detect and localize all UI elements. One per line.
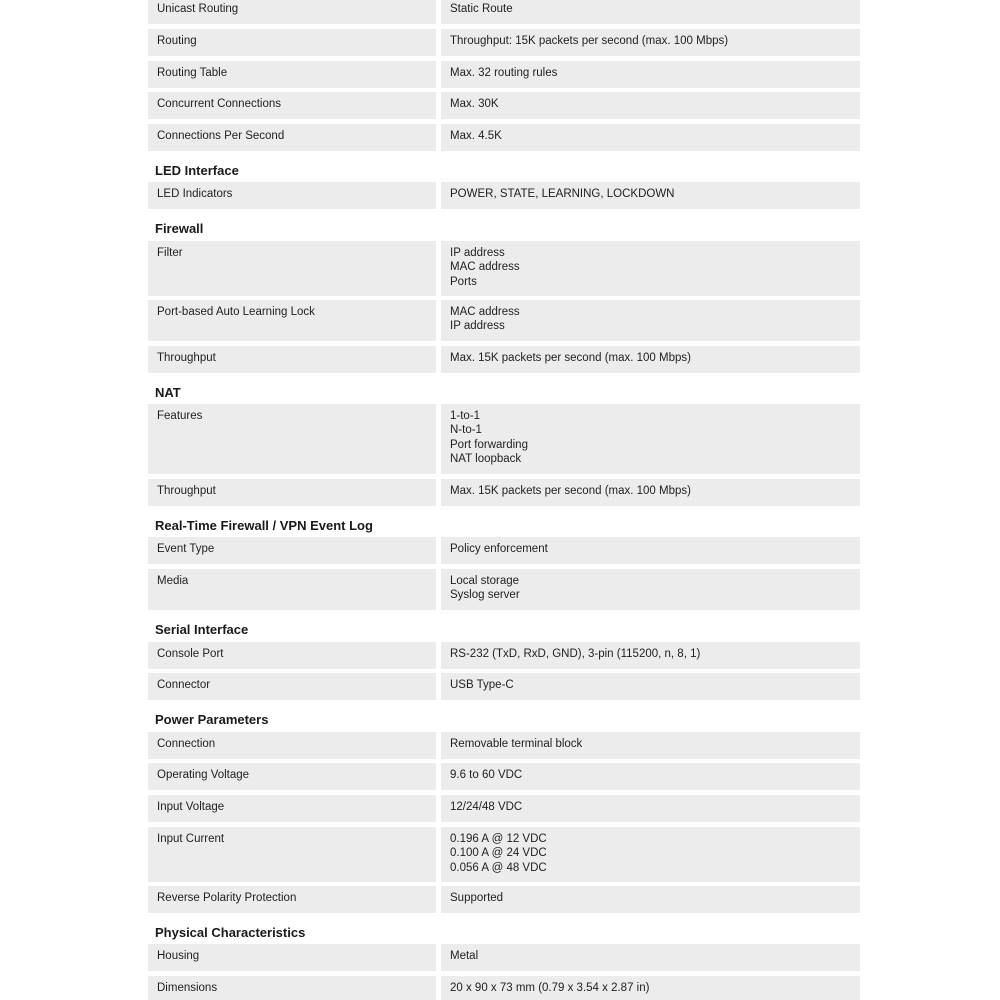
- spec-row: [148, 886, 860, 913]
- spec-row: [148, 763, 860, 790]
- spec-value-line: NAT loopback: [450, 453, 522, 466]
- spec-row: [148, 673, 860, 700]
- spec-label: Operating Voltage: [148, 763, 436, 790]
- spec-label: Dimensions: [148, 976, 436, 1000]
- spec-value: [441, 732, 860, 759]
- spec-value-line: IP address: [450, 320, 505, 333]
- spec-row: [148, 124, 860, 151]
- spec-label: Reverse Polarity Protection: [148, 886, 436, 913]
- spec-value-line: RS-232 (TxD, RxD, GND), 3-pin (115200, n, 8, 1): [450, 648, 701, 660]
- spec-value-line: N-to-1: [450, 424, 482, 437]
- spec-row: [148, 976, 860, 1000]
- spec-row: [148, 827, 860, 882]
- section-title-physical-characteristics: Physical Characteristics: [155, 925, 306, 940]
- section-title-firewall: Firewall: [155, 221, 204, 236]
- spec-label: Port-based Auto Learning Lock: [148, 300, 436, 341]
- spec-row: [148, 642, 860, 669]
- spec-label: Concurrent Connections: [148, 92, 436, 119]
- spec-value: [441, 886, 860, 913]
- spec-value: [441, 241, 860, 296]
- spec-value: [441, 569, 860, 610]
- spec-value: [441, 795, 860, 822]
- spec-label: Input Current: [148, 827, 436, 882]
- spec-label: Features: [148, 404, 436, 474]
- spec-value-line: Port forwarding: [450, 438, 528, 451]
- spec-value: [441, 61, 860, 88]
- spec-value: [441, 944, 860, 971]
- spec-value: [441, 642, 860, 669]
- spec-value-line: 1-to-1: [450, 410, 481, 422]
- spec-value: [441, 300, 860, 341]
- spec-label: Input Voltage: [148, 795, 436, 822]
- spec-label: Connection: [148, 732, 436, 759]
- spec-value: [441, 346, 860, 373]
- spec-label: Routing Table: [148, 61, 436, 88]
- spec-value-line: Local storage: [450, 575, 520, 587]
- section-title-event-log: Real-Time Firewall / VPN Event Log: [155, 518, 373, 533]
- spec-value: [441, 92, 860, 119]
- spec-value-line: Max. 15K packets per second (max. 100 Mbps): [450, 485, 691, 497]
- spec-label: Connector: [148, 673, 436, 700]
- spec-row: [148, 537, 860, 564]
- spec-value-line: MAC address: [450, 306, 520, 318]
- spec-value-line: Policy enforcement: [450, 543, 548, 555]
- spec-value-line: 0.100 A @ 24 VDC: [450, 847, 547, 860]
- spec-row: [148, 569, 860, 610]
- spec-value-line: MAC address: [450, 261, 520, 274]
- spec-row: [148, 29, 860, 56]
- spec-row: [148, 732, 860, 759]
- spec-label: Routing: [148, 29, 436, 56]
- spec-value-line: Max. 15K packets per second (max. 100 Mbps): [450, 352, 691, 364]
- section-title-nat: NAT: [155, 385, 181, 400]
- spec-value-line: 20 x 90 x 73 mm (0.79 x 3.54 x 2.87 in): [450, 982, 650, 994]
- section-title-power-parameters: Power Parameters: [155, 712, 269, 727]
- spec-row: [148, 404, 860, 474]
- spec-value-line: Removable terminal block: [450, 738, 583, 750]
- spec-value: [441, 827, 860, 882]
- spec-value-line: Throughput: 15K packets per second (max. 100 Mbps): [450, 35, 729, 47]
- spec-value: [441, 479, 860, 506]
- spec-row: [148, 479, 860, 506]
- spec-row: [148, 0, 860, 24]
- spec-value-line: USB Type-C: [450, 679, 514, 691]
- spec-value-line: POWER, STATE, LEARNING, LOCKDOWN: [450, 188, 675, 200]
- spec-label: Filter: [148, 241, 436, 296]
- spec-row: [148, 944, 860, 971]
- spec-row: [148, 61, 860, 88]
- spec-value-line: 12/24/48 VDC: [450, 801, 523, 813]
- spec-value-line: Static Route: [450, 3, 513, 15]
- spec-label: LED Indicators: [148, 182, 436, 209]
- spec-value-line: Ports: [450, 275, 477, 288]
- spec-value: [441, 182, 860, 209]
- spec-row: [148, 182, 860, 209]
- spec-row: [148, 346, 860, 373]
- spec-label: Throughput: [148, 479, 436, 506]
- spec-row: [148, 241, 860, 296]
- spec-value: [441, 673, 860, 700]
- spec-value: [441, 976, 860, 1000]
- spec-row: [148, 92, 860, 119]
- spec-value-line: Metal: [450, 950, 479, 962]
- spec-value-line: 0.056 A @ 48 VDC: [450, 861, 547, 874]
- spec-row: [148, 795, 860, 822]
- spec-label: Throughput: [148, 346, 436, 373]
- spec-value-line: Max. 32 routing rules: [450, 67, 558, 79]
- spec-row: [148, 300, 860, 341]
- spec-value-line: 9.6 to 60 VDC: [450, 769, 523, 781]
- spec-value: [441, 29, 860, 56]
- section-title-led-interface: LED Interface: [155, 163, 239, 178]
- spec-label: Event Type: [148, 537, 436, 564]
- spec-label: Media: [148, 569, 436, 610]
- spec-value-line: Max. 30K: [450, 98, 499, 110]
- spec-value-line: IP address: [450, 247, 505, 259]
- spec-value: [441, 124, 860, 151]
- spec-value: [441, 404, 860, 474]
- spec-label: Housing: [148, 944, 436, 971]
- section-title-serial-interface: Serial Interface: [155, 622, 249, 637]
- spec-value-line: Supported: [450, 892, 504, 904]
- spec-value-line: Syslog server: [450, 589, 520, 602]
- spec-label: Unicast Routing: [148, 0, 436, 24]
- spec-label: Console Port: [148, 642, 436, 669]
- spec-value-line: Max. 4.5K: [450, 130, 502, 142]
- spec-value: [441, 0, 860, 24]
- spec-value: [441, 763, 860, 790]
- spec-value-line: 0.196 A @ 12 VDC: [450, 833, 547, 845]
- spec-label: Connections Per Second: [148, 124, 436, 151]
- spec-value: [441, 537, 860, 564]
